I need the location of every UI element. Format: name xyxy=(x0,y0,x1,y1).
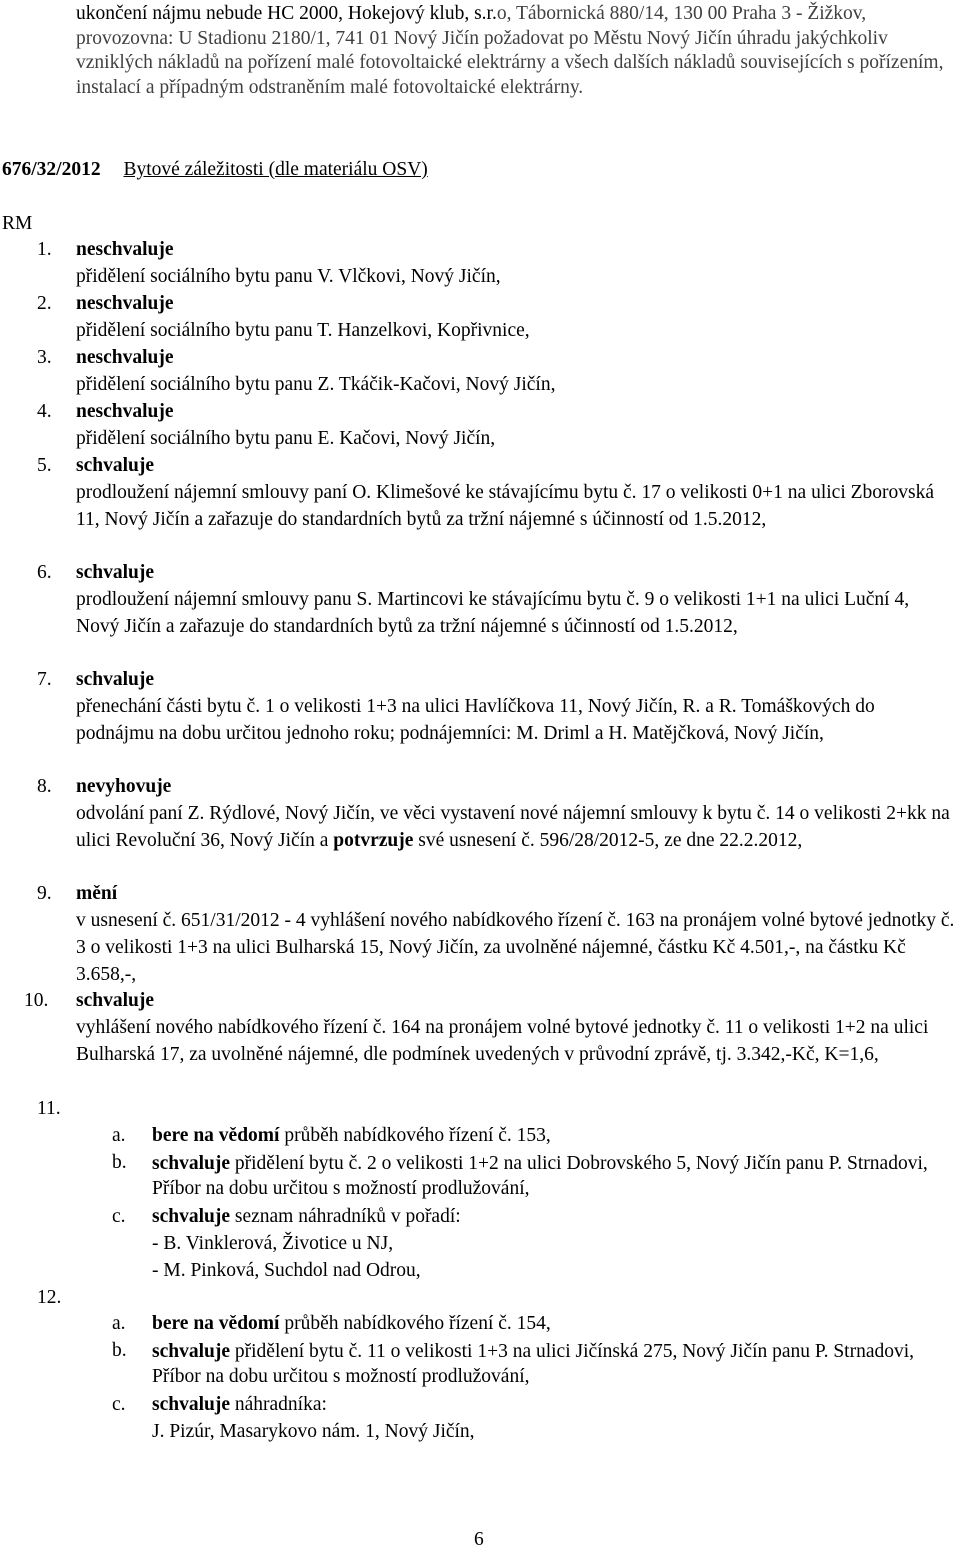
item-verb: schvaluje xyxy=(76,669,154,690)
sub-text-part: přidělení bytu č. 11 o velikosti 1+3 na ulici Jičínská 275, Nový Jičín panu P. Strnadovi, Příbor na dobu určitou s možností prodlužování, xyxy=(152,1341,915,1387)
sub-verb: schvaluje xyxy=(152,1153,230,1174)
resolution-title: Bytové záležitosti (dle materiálu OSV) xyxy=(123,159,428,180)
sub-letter: c. xyxy=(112,1206,126,1227)
item-number: 7. xyxy=(37,669,52,690)
sub-letter: b. xyxy=(112,1340,127,1361)
page-number: 6 xyxy=(474,1529,484,1550)
item-text: přidělení sociálního bytu panu Z. Tkáčik-Kačovi, Nový Jičín, xyxy=(76,374,556,395)
item-text xyxy=(76,800,956,854)
item-number: 1. xyxy=(37,239,52,260)
substitute-list-item: - B. Vinklerová, Životice u NJ, xyxy=(152,1233,394,1254)
item-verb: nevyhovuje xyxy=(76,776,172,797)
item-number: 11. xyxy=(37,1098,61,1119)
item-text: přidělení sociálního bytu panu V. Vlčkovi, Nový Jičín, xyxy=(76,266,501,287)
sub-text-part: přidělení bytu č. 2 o velikosti 1+2 na ulici Dobrovského 5, Nový Jičín panu P. Strnadovi, Příbor na dobu určitou s možností prodlužování, xyxy=(152,1153,928,1199)
sub-text xyxy=(152,1311,957,1336)
item-verb: neschvaluje xyxy=(76,347,174,368)
item-text-part: své usnesení č. 596/28/2012-5, ze dne 22.2.2012, xyxy=(413,830,803,851)
sub-text xyxy=(152,1204,957,1229)
item-number: 6. xyxy=(37,562,52,583)
substitute-list-item: J. Pizúr, Masarykovo nám. 1, Nový Jičín, xyxy=(152,1421,475,1442)
item-text-part: odvolání paní Z. Rýdlové, Nový Jičín, ve věci vystavení nové nájemní smlouvy k bytu č. 14 o velikosti 2+kk na ulici Revoluční 36, Nový Jičín a xyxy=(76,803,950,851)
intro-paragraph xyxy=(76,2,956,100)
item-number: 2. xyxy=(37,293,52,314)
intro-lead: ukončení nájmu nebude HC 2000, Hokejový klub, s.r. xyxy=(76,3,497,24)
resolution-heading xyxy=(2,157,902,183)
sub-letter: b. xyxy=(112,1152,127,1173)
sub-verb: bere na vědomí xyxy=(152,1313,280,1334)
item-number: 8. xyxy=(37,776,52,797)
item-text: přidělení sociálního bytu panu E. Kačovi, Nový Jičín, xyxy=(76,428,496,449)
intro-rest: o, Tábornická 880/14, 130 00 Praha 3 - Žižkov, provozovna: U Stadionu 2180/1, 741 01 Nový Jičín požadovat po Městu Nový Jičín úhradu jakýchkoliv vzniklých nákladů na pořízení malé fotovoltaické elektrárny a všech dalších nákladů souvisejících s pořízením, instalací a případným odstraněním malé fotovoltaické elektrárny. xyxy=(76,3,944,98)
item-verb: schvaluje xyxy=(76,990,154,1011)
item-verb: neschvaluje xyxy=(76,239,174,260)
sub-text xyxy=(152,1151,957,1201)
item-verb: mění xyxy=(76,883,118,904)
sub-verb: schvaluje xyxy=(152,1394,230,1415)
item-number: 3. xyxy=(37,347,52,368)
sub-text xyxy=(152,1392,957,1417)
item-number: 5. xyxy=(37,455,52,476)
sub-letter: a. xyxy=(112,1125,126,1146)
item-verb: schvaluje xyxy=(76,562,154,583)
item-verb: schvaluje xyxy=(76,455,154,476)
item-text: prodloužení nájemní smlouvy paní O. Klimešové ke stávajícímu bytu č. 17 o velikosti 0+1 na ulici Zborovská 11, Nový Jičín a zařazuje do standardních bytů za tržní nájemné s účinností od 1.5.2012, xyxy=(76,482,935,530)
sub-text xyxy=(152,1339,957,1389)
item-verb: neschvaluje xyxy=(76,401,174,422)
substitute-list-item: - M. Pinková, Suchdol nad Odrou, xyxy=(152,1260,421,1281)
item-number: 9. xyxy=(37,883,52,904)
item-text-bold: potvrzuje xyxy=(333,830,414,851)
item-number: 4. xyxy=(37,401,52,422)
sub-text-part: náhradníka: xyxy=(230,1394,327,1415)
sub-text-part: seznam náhradníků v pořadí: xyxy=(230,1206,461,1227)
sub-verb: schvaluje xyxy=(152,1341,230,1362)
sub-letter: a. xyxy=(112,1313,126,1334)
item-text: prodloužení nájemní smlouvy panu S. Martincovi ke stávajícímu bytu č. 9 o velikosti 1+1 na ulici Luční 4, Nový Jičín a zařazuje do standardních bytů za tržní nájemné s účinností od 1.5.2012, xyxy=(76,589,910,637)
sub-text-part: průběh nabídkového řízení č. 153, xyxy=(279,1125,551,1146)
body-label: RM xyxy=(2,213,33,234)
sub-verb: bere na vědomí xyxy=(152,1125,280,1146)
sub-verb: schvaluje xyxy=(152,1206,230,1227)
item-number: 12. xyxy=(37,1287,62,1308)
item-text: vyhlášení nového nabídkového řízení č. 164 na pronájem volné bytové jednotky č. 11 o velikosti 1+2 na ulici Bulharská 17, za uvolněné nájemné, dle podmínek uvedených v průvodní zprávě, tj. 3.342,-Kč, K=1,6, xyxy=(76,1017,929,1065)
sub-text-part: průběh nabídkového řízení č. 154, xyxy=(279,1313,551,1334)
item-verb: neschvaluje xyxy=(76,293,174,314)
item-text: přidělení sociálního bytu panu T. Hanzelkovi, Kopřivnice, xyxy=(76,320,530,341)
item-number: 10. xyxy=(24,990,49,1011)
item-text: přenechání části bytu č. 1 o velikosti 1+3 na ulici Havlíčkova 11, Nový Jičín, R. a R. Tomáškových do podnájmu na dobu určitou jednoho roku; podnájemníci: M. Driml a H. Matějčková, Nový Jičín, xyxy=(76,696,875,744)
resolution-number: 676/32/2012 xyxy=(2,159,101,180)
item-text: v usnesení č. 651/31/2012 - 4 vyhlášení nového nabídkového řízení č. 163 na pronájem volné bytové jednotky č. 3 o velikosti 1+3 na ulici Bulharská 15, Nový Jičín, za uvolněné nájemné, částku Kč 4.501,-, na částku Kč 3.658,-, xyxy=(76,910,955,985)
sub-text xyxy=(152,1123,957,1148)
sub-letter: c. xyxy=(112,1394,126,1415)
